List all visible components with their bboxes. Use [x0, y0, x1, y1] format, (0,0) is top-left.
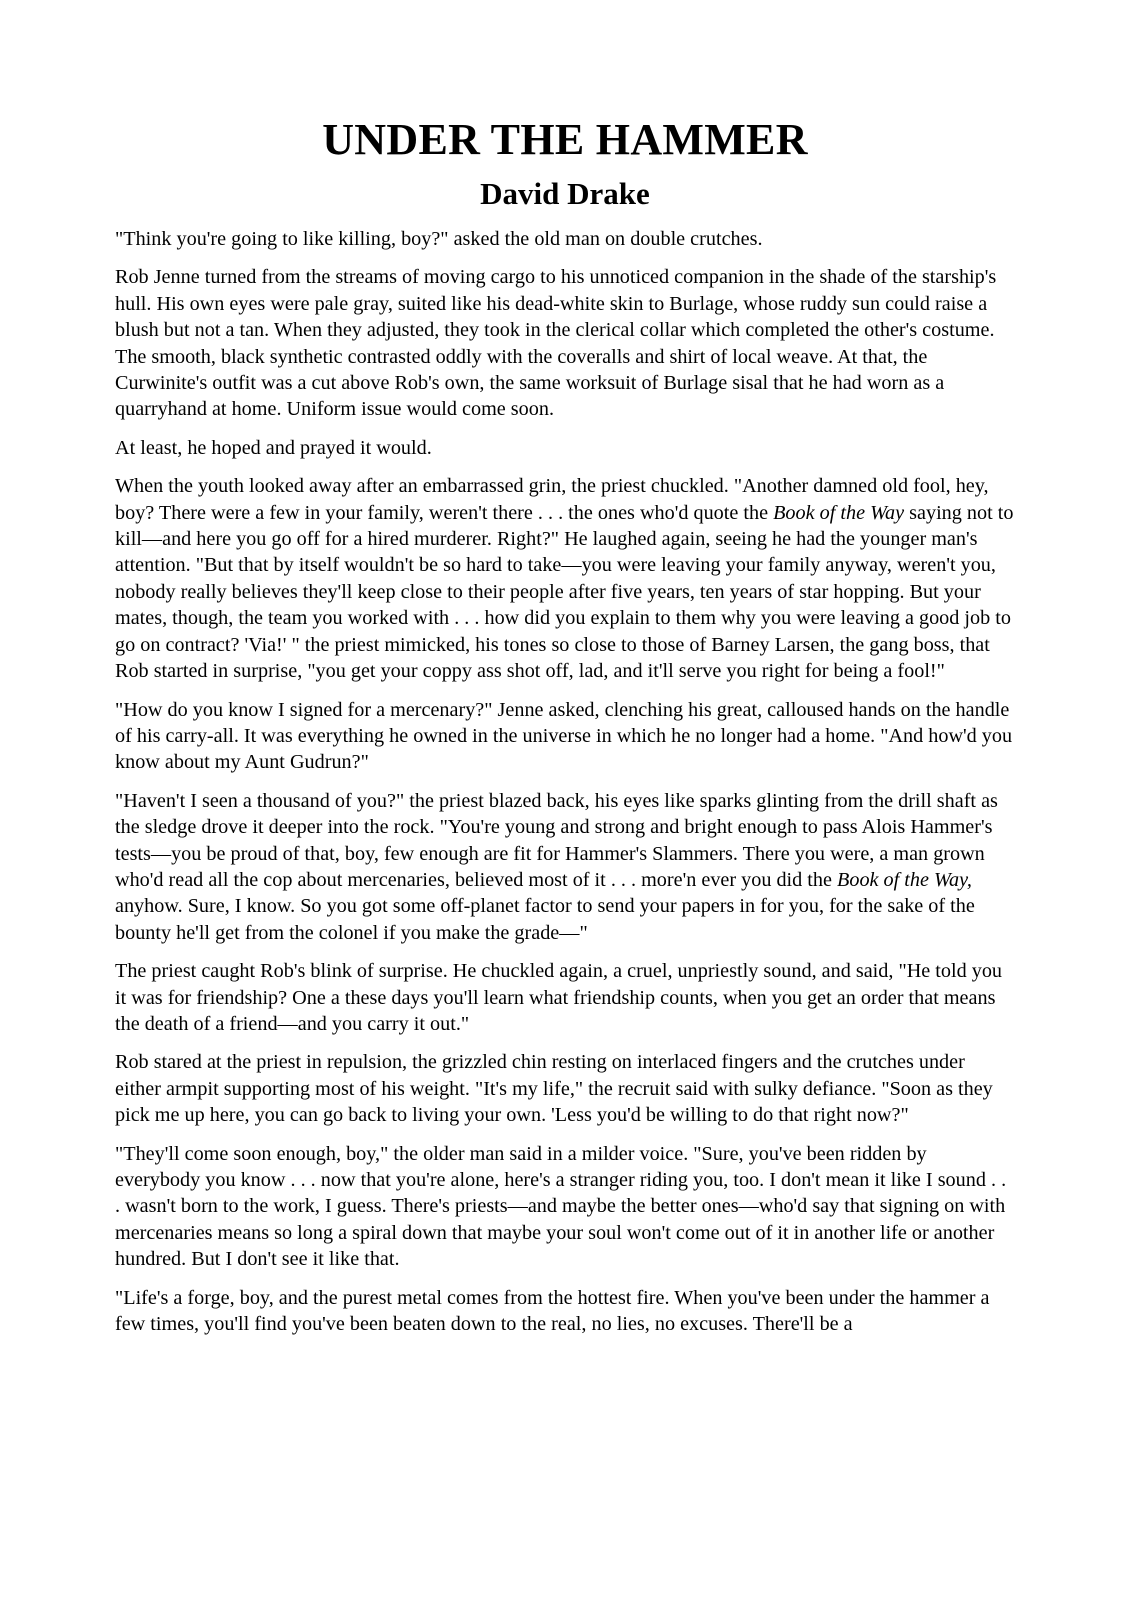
- italic-text-run: Book of the Way: [773, 501, 905, 524]
- body-paragraph: [115, 958, 1015, 1037]
- body-paragraph: [115, 264, 1015, 422]
- text-run: "Life's a forge, boy, and the purest metal comes from the hottest fire. When you've been under the hammer a few times, you'll find you've been beaten down to the real, no lies, no excuses. There'll be a: [115, 1286, 990, 1336]
- body-paragraph: [115, 226, 1015, 252]
- body-paragraph: [115, 1285, 1015, 1338]
- body-paragraph: [115, 435, 1015, 461]
- text-run: anyhow. Sure, I know. So you got some off-planet factor to send your papers in for you, for the sake of the bounty he'll get from the colonel if you make the grade—": [115, 895, 975, 944]
- text-run: When the youth looked away after an embarrassed grin, the priest chuckled. "Another damned old fool, hey, boy? There were a few in your family, weren't there . . . the ones who'd quote the: [115, 475, 989, 524]
- text-run: Rob stared at the priest in repulsion, the grizzled chin resting on interlaced fingers and the crutches under either armpit supporting most of his weight. "It's my life," the recruit said with sulky defiance. "Soon as they pick me up here, you can go back to living your own. 'Less you'd be willing to do that right now?": [115, 1051, 993, 1127]
- body-paragraph: [115, 473, 1015, 684]
- body-paragraph: [115, 1049, 1015, 1128]
- body-paragraph: [115, 1141, 1015, 1273]
- document-body: [115, 226, 1015, 1337]
- text-run: Rob Jenne turned from the streams of moving cargo to his unnoticed companion in the shade of the starship's hull. His own eyes were pale gray, suited like his dead-white skin to Burlage, whose ruddy sun could raise a blush but not a tan. When they adjusted, they took in the clerical collar which completed the other's costume. The smooth, black synthetic contrasted oddly with the coveralls and shirt of local weave. At that, the Curwinite's outfit was a cut above Rob's own, the same worksuit of Burlage sisal that he had worn as a quarryhand at home. Uniform issue would come soon.: [115, 266, 997, 421]
- italic-text-run: Book of the Way,: [837, 868, 972, 891]
- body-paragraph: [115, 697, 1015, 776]
- text-run: At least, he hoped and prayed it would.: [115, 436, 432, 459]
- document-page: [115, 112, 1015, 1349]
- document-title: UNDER THE HAMMER: [322, 115, 808, 164]
- body-paragraph: [115, 788, 1015, 946]
- text-run: "Haven't I seen a thousand of you?" the priest blazed back, his eyes like sparks glinting from the drill shaft as the sledge drove it deeper into the rock. "You're young and strong and bright enough to pass Alois Hammer's tests—you be proud of that, boy, few enough are fit for Hammer's Slammers. There you were, a man grown who'd read all the cop about mercenaries, believed most of it . . . more'n ever you did the: [115, 789, 998, 891]
- text-run: "Think you're going to like killing, boy?" asked the old man on double crutches.: [115, 228, 763, 250]
- text-run: saying not to kill—and here you go off for a hired murderer. Right?" He laughed again, seeing he had the younger man's attention. "But that by itself wouldn't be so hard to take—you were leaving your family anyway, weren't you, nobody really believes they'll keep close to their people after five years, ten years of star hopping. But your mates, though, the team you worked with . . . how did you explain to them why you were leaving a good job to go on contract? 'Via!' " the priest mimicked, his tones so close to those of Barney Larsen, the gang boss, that Rob started in surprise, "you get your coppy ass shot off, lad, and it'll serve you right for being a fool!": [115, 501, 1014, 683]
- text-run: "How do you know I signed for a mercenary?" Jenne asked, clenching his great, calloused hands on the handle of his carry-all. It was everything he owned in the universe in which he no longer had a home. "And how'd you know about my Aunt Gudrun?": [115, 698, 1013, 774]
- document-author: David Drake: [480, 176, 650, 211]
- text-run: The priest caught Rob's blink of surprise. He chuckled again, a cruel, unpriestly sound, and said, "He told you it was for friendship? One a these days you'll learn what friendship counts, when you get an order that means the death of a friend—and you carry it out.": [115, 960, 1003, 1035]
- text-run: "They'll come soon enough, boy," the older man said in a milder voice. "Sure, you've been ridden by everybody you know . . . now that you're alone, here's a stranger riding you, too. I don't mean it like I sound . . . wasn't born to the work, I guess. There's priests—and maybe the better ones—who'd say that signing on with mercenaries means so long a spiral down that maybe your soul won't come out of it in another life or another hundred. But I don't see it like that.: [115, 1142, 1007, 1271]
